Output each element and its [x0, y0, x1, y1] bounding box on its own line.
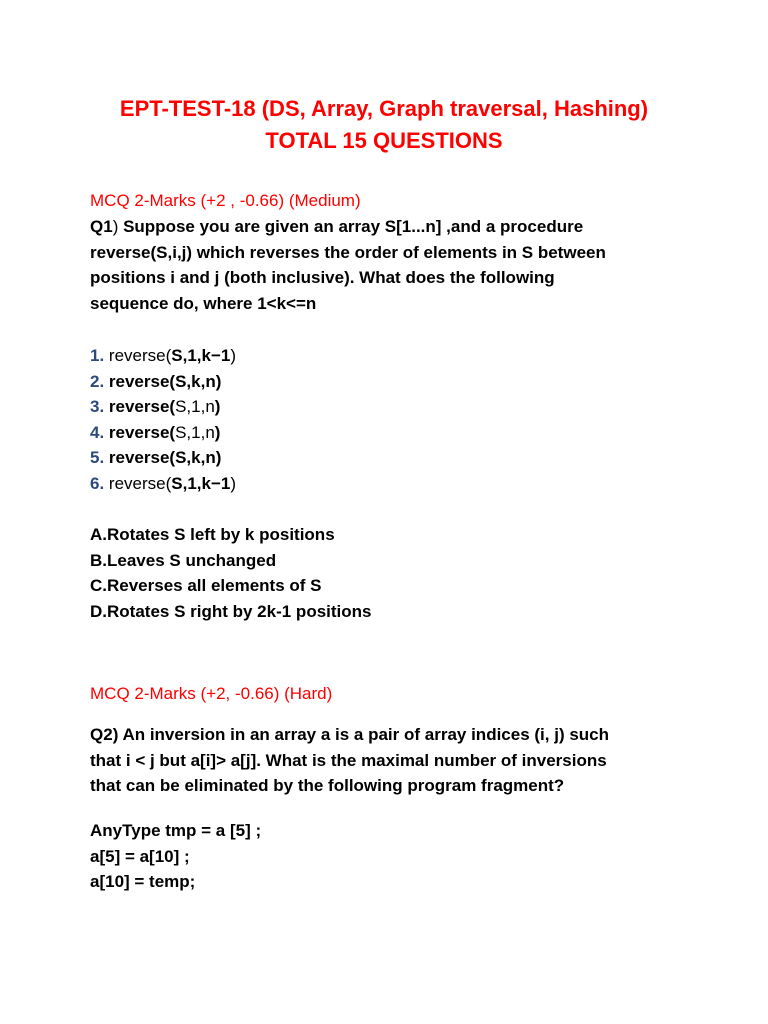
- page-title: EPT-TEST-18 (DS, Array, Graph traversal, Hashing): [119, 96, 649, 121]
- step-number: 2.: [90, 371, 105, 391]
- list-item: [90, 420, 690, 446]
- q2-question-text: [90, 722, 690, 799]
- step-fn: reverse(: [104, 371, 176, 391]
- q1-line-1: [90, 214, 690, 240]
- list-item: [90, 471, 690, 497]
- step-fn: reverse(: [104, 397, 176, 416]
- list-item: [90, 369, 690, 395]
- q1-line-4: sequence do, where 1<k<=n: [90, 293, 317, 313]
- q2-line-3: that can be eliminated by the following program fragment?: [90, 776, 565, 795]
- step-fn: reverse(: [104, 473, 172, 493]
- step-number: 5.: [90, 448, 105, 467]
- step-close: ): [215, 371, 222, 391]
- step-fn: reverse(: [104, 448, 176, 467]
- step-close: ): [215, 448, 222, 467]
- code-line: a[5] = a[10] ;: [90, 846, 190, 866]
- step-close: ): [230, 346, 237, 365]
- step-number: 3.: [90, 397, 105, 416]
- q1-section-heading: MCQ 2-Marks (+2 , -0.66) (Medium): [90, 191, 361, 210]
- q1-line-2: reverse(S,i,j) which reverses the order of elements in S between: [90, 242, 606, 262]
- q1-options: [90, 522, 690, 624]
- step-args: S,1,k−1: [171, 346, 231, 365]
- q2-line-1: [90, 722, 690, 748]
- q2-section-heading: MCQ 2-Marks (+2, -0.66) (Hard): [90, 684, 333, 703]
- step-args: S,1,n: [175, 397, 215, 416]
- option-d: D.Rotates S right by 2k-1 positions: [90, 601, 372, 621]
- step-number: 1.: [90, 346, 105, 365]
- step-args: S,k,n: [175, 371, 216, 391]
- q1-steps-list: [90, 343, 690, 496]
- list-item: [90, 343, 690, 369]
- step-close: ): [214, 422, 221, 442]
- q1-paren: ): [112, 217, 124, 236]
- q1-text-1: Suppose you are given an array S[1...n] ,and a procedure: [123, 217, 584, 236]
- step-args: S,k,n: [175, 448, 216, 467]
- step-close: ): [214, 397, 221, 416]
- q2-code: [90, 818, 690, 895]
- q1-question-text: [90, 214, 690, 316]
- step-args: S,1,n: [175, 422, 215, 442]
- code-line: AnyType tmp = a [5] ;: [90, 821, 262, 840]
- page-subtitle: TOTAL 15 QUESTIONS: [265, 128, 503, 153]
- step-close: ): [230, 473, 237, 493]
- q1-label: Q1: [90, 217, 113, 236]
- list-item: [90, 394, 690, 420]
- step-fn: reverse(: [104, 346, 172, 365]
- q2-line-2: that i < j but a[i]> a[j]. What is the maximal number of inversions: [90, 750, 607, 770]
- option-b: B.Leaves S unchanged: [90, 550, 277, 570]
- q2-text-1: ) An inversion in an array a is a pair of array indices (i, j) such: [112, 725, 609, 744]
- step-number: 6.: [90, 473, 105, 493]
- step-args: S,1,k−1: [171, 473, 231, 493]
- q1-line-3: positions i and j (both inclusive). What does the following: [90, 268, 555, 287]
- code-line: a[10] = temp;: [90, 872, 196, 891]
- list-item: [90, 445, 690, 471]
- option-a: A.Rotates S left by k positions: [90, 525, 335, 544]
- q2-label: Q2: [90, 725, 113, 744]
- option-c: C.Reverses all elements of S: [90, 576, 322, 595]
- step-fn: reverse(: [104, 422, 176, 442]
- step-number: 4.: [90, 422, 105, 442]
